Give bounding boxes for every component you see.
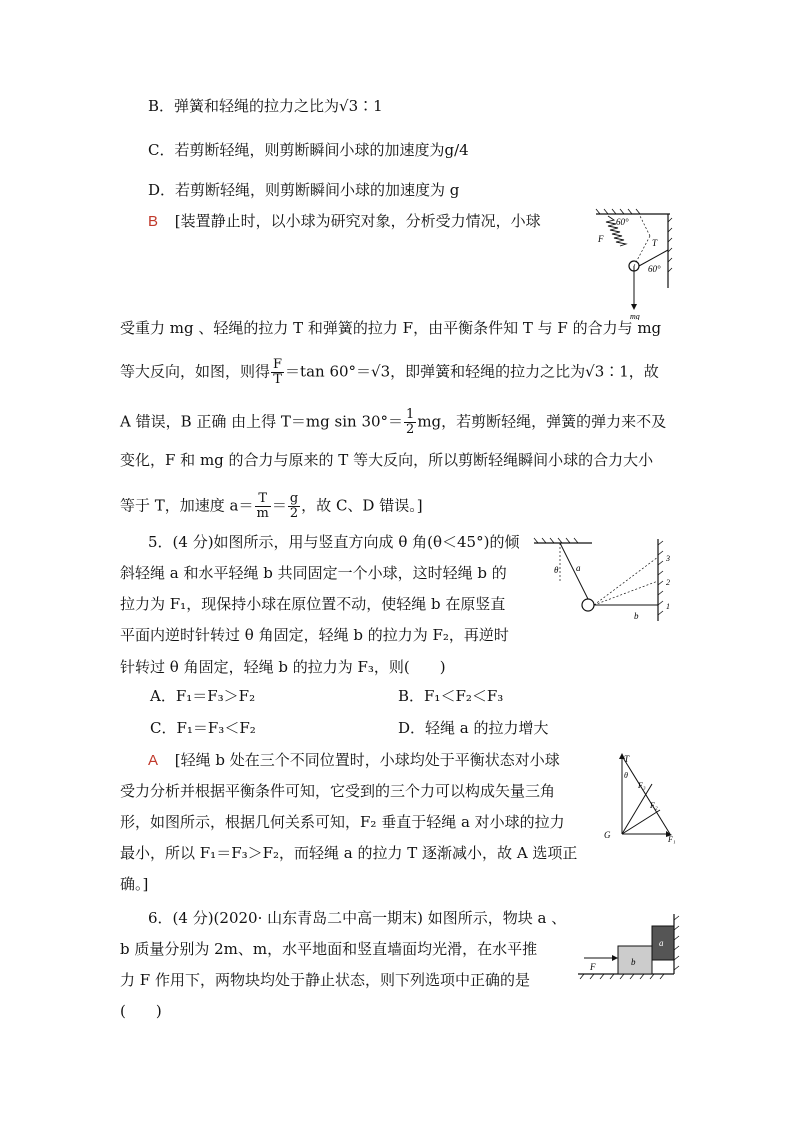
- q5-answer: A: [148, 752, 159, 769]
- q5-option-a: A．F₁＝F₃＞F₂: [150, 687, 256, 705]
- rope-figure: [530, 535, 670, 627]
- fraction-g-over-2: $\frac{g}{2}$: [289, 491, 299, 521]
- q5-stem-line1: 5．(4 分)如图所示，用与竖直方向成 θ 角(θ＜45°)的倾: [148, 533, 520, 551]
- fig1-label-mg: mg: [630, 312, 640, 320]
- fig1-label-60a: 60°: [616, 217, 629, 227]
- q4-solution-line4: A 错误，B 正确 由上得 T＝mg sin 30°＝ $\frac{1}{2}$ mg，若剪断轻绳，弹簧的弹力来不及: [120, 407, 667, 437]
- spring-figure: [590, 208, 674, 320]
- q5-solution-line4: 最小，所以 F₁＝F₃＞F₂，而轻绳 a 的拉力 T 逐渐减小，故 A 选项正: [120, 844, 578, 862]
- fig2-label-3: 3: [666, 554, 670, 563]
- fig3-label-f3: F₃: [638, 781, 646, 790]
- q5-option-c: C．F₁＝F₃＜F₂: [150, 719, 256, 737]
- q5-option-b: B．F₁＜F₂＜F₃: [398, 687, 504, 705]
- fig1-label-60b: 60°: [648, 264, 661, 274]
- q4-solution-line2: 受重力 mg 、轻绳的拉力 T 和弹簧的拉力 F，由平衡条件知 T 与 F 的合力与 mg: [120, 319, 662, 337]
- fig3-label-f1: F₁: [668, 835, 676, 844]
- q4-solution-line3: 等大反向，如图，则得 $\frac{F}{T}$ ＝tan 60°＝√3，即弹簧和轻绳的拉力之比为√3∶1，故: [120, 357, 659, 387]
- q5-stem-line5: 针转过 θ 角固定，轻绳 b 的拉力为 F₃，则( ): [120, 658, 446, 676]
- q5-solution-line3: 形，如图所示，根据几何关系可知，F₂ 垂直于轻绳 a 对小球的拉力: [120, 813, 565, 831]
- q4-solution-line1: [148, 211, 541, 232]
- q5-solution-line1: A [轻绳 b 处在三个不同位置时，小球均处于平衡状态对小球: [148, 751, 560, 769]
- q4-option-d: D．若剪断轻绳，则剪断瞬间小球的加速度为 g: [148, 181, 460, 199]
- q5-stem-line3: 拉力为 F₁，现保持小球在原位置不动，使轻绳 b 在原竖直: [120, 595, 506, 613]
- q4-option-c: C．若剪断轻绳，则剪断瞬间小球的加速度为g/4: [148, 141, 469, 159]
- q4-option-b: B．弹簧和轻绳的拉力之比为√3∶1: [148, 97, 383, 115]
- q6-stem-line3: 力 F 作用下，两物块均处于静止状态，则下列选项中正确的是: [120, 971, 530, 989]
- q4-solution-line5: 变化，F 和 mg 的合力与原来的 T 等大反向，所以剪断轻绳瞬间小球的合力大小: [120, 451, 654, 469]
- fraction-one-half: $\frac{1}{2}$: [406, 407, 415, 437]
- fraction-f-over-t: $\frac{F}{T}$: [273, 357, 283, 387]
- q5-solution-line5: 确。]: [120, 875, 149, 893]
- q6-stem-line4: ( ): [120, 1002, 162, 1020]
- fig2-label-theta: θ: [554, 565, 559, 575]
- fig4-label-a: a: [659, 938, 664, 948]
- fig3-label-f2: F₂: [650, 801, 658, 810]
- fig3-label-g: G: [604, 830, 611, 840]
- fraction-t-over-m: $\frac{T}{m}$: [256, 491, 269, 521]
- fig1-label-t: T: [652, 238, 658, 248]
- fig4-label-b: b: [631, 957, 636, 967]
- fig3-label-theta: θ: [624, 771, 628, 780]
- q6-stem-line1: 6．(4 分)(2020· 山东青岛二中高一期末) 如图所示，物块 a 、: [148, 909, 567, 927]
- q4-solution-line6: 等于 T，加速度 a＝ $\frac{T}{m}$ ＝ $\frac{g}{2}$ ，故 C、D 错误。]: [120, 491, 423, 521]
- vector-triangle-figure: [602, 750, 680, 846]
- fig4-label-f: F: [590, 962, 596, 972]
- q4-solution-text1: [装置静止时，以小球为研究对象，分析受力情况，小球: [174, 212, 541, 230]
- fig2-label-1: 1: [666, 602, 670, 611]
- fig1-label-f: F: [598, 234, 604, 244]
- q4-answer: B: [148, 213, 159, 230]
- fig2-label-b: b: [634, 611, 639, 621]
- q5-stem-line2: 斜轻绳 a 和水平轻绳 b 共同固定一个小球，这时轻绳 b 的: [120, 564, 507, 582]
- q6-stem-line2: b 质量分别为 2m、m，水平地面和竖直墙面均光滑，在水平推: [120, 940, 538, 958]
- blocks-figure: [578, 912, 682, 982]
- fig3-label-t: T: [624, 754, 630, 764]
- fig2-label-a: a: [576, 563, 581, 573]
- q5-option-d: D．轻绳 a 的拉力增大: [398, 719, 549, 737]
- q5-stem-line4: 平面内逆时针转过 θ 角固定，轻绳 b 的拉力为 F₂，再逆时: [120, 626, 509, 644]
- q5-solution-line2: 受力分析并根据平衡条件可知，它受到的三个力可以构成矢量三角: [120, 782, 556, 800]
- fig2-label-2: 2: [666, 578, 670, 587]
